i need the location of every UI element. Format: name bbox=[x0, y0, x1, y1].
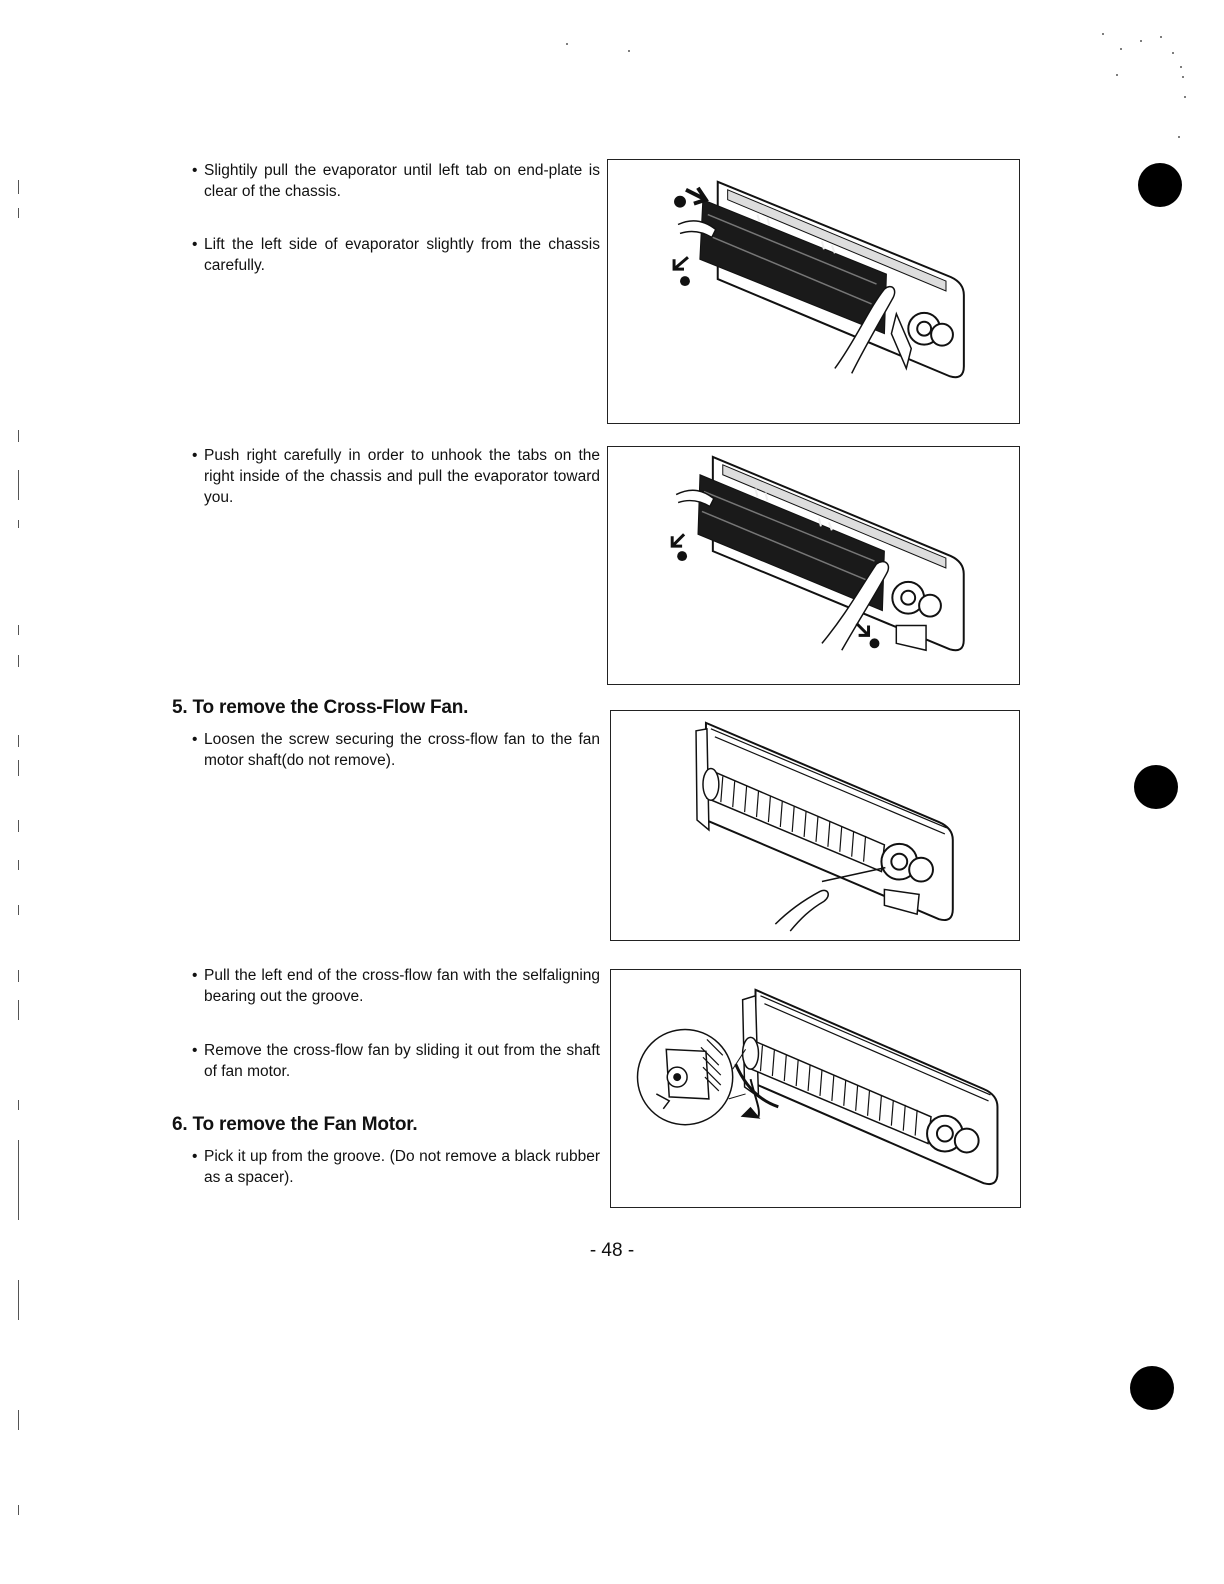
step-pick-motor: • Pick it up from the groove. (Do not remove a black rubber as a spacer). bbox=[190, 1146, 600, 1188]
page-number: - 48 - bbox=[589, 1240, 635, 1261]
heading-cross-flow-fan: 5. To remove the Cross-Flow Fan. bbox=[172, 697, 469, 718]
punch-hole-top bbox=[1138, 163, 1182, 207]
step-pull-fan-end: • Pull the left end of the cross-flow fan with the selfaligning bearing out the groove. bbox=[190, 965, 600, 1007]
heading-fan-motor: 6. To remove the Fan Motor. bbox=[172, 1114, 418, 1135]
step-remove-fan: • Remove the cross-flow fan by sliding it out from the shaft of fan motor. bbox=[190, 1040, 600, 1082]
figure-cross-flow-fan bbox=[610, 710, 1020, 941]
punch-hole-middle bbox=[1134, 765, 1178, 809]
step-pull-evaporator: • Slightily pull the evaporator until left tab on end-plate is clear of the chassis. bbox=[190, 160, 600, 202]
figure-fan-removal bbox=[610, 969, 1021, 1208]
figure-evaporator-pull bbox=[607, 159, 1020, 424]
figure-evaporator-push bbox=[607, 446, 1020, 685]
punch-hole-bottom bbox=[1130, 1366, 1174, 1410]
step-lift-evaporator: • Lift the left side of evaporator slightly from the chassis carefully. bbox=[190, 234, 600, 276]
step-loosen-screw: • Loosen the screw securing the cross-flow fan to the fan motor shaft(do not remove). bbox=[190, 729, 600, 771]
step-push-evaporator: • Push right carefully in order to unhook the tabs on the right inside of the chassis and pull the evaporator toward you. bbox=[190, 445, 600, 508]
